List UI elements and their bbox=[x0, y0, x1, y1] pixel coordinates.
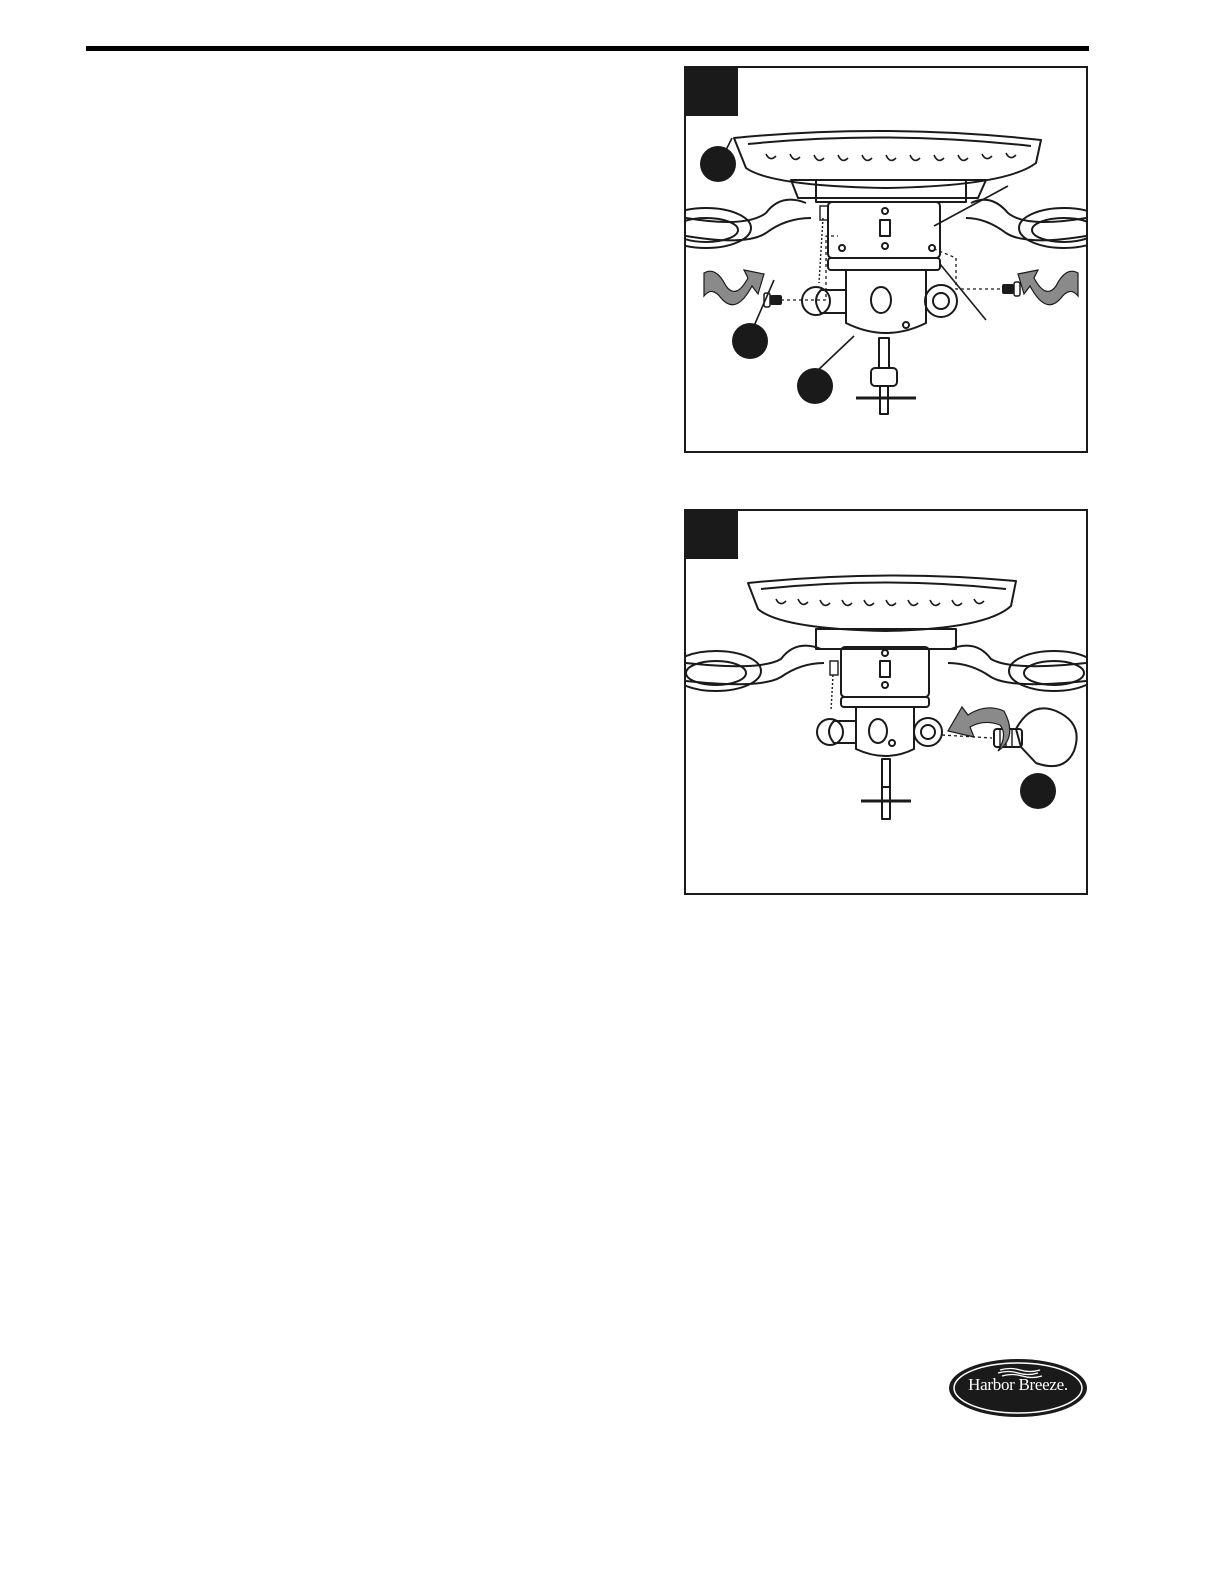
bulb-install-illustration bbox=[686, 511, 1086, 893]
arrow-icon bbox=[704, 270, 764, 305]
callout-marker bbox=[732, 323, 768, 359]
logo-text: Harbor Breeze. bbox=[968, 1375, 1068, 1394]
fan-housing bbox=[748, 575, 1016, 631]
light-bulb-icon bbox=[1016, 708, 1077, 766]
harbor-breeze-logo bbox=[948, 1358, 1088, 1418]
callout-marker bbox=[1020, 773, 1056, 809]
callout-marker bbox=[700, 146, 736, 182]
callout-marker bbox=[797, 368, 833, 404]
screw-icon bbox=[1002, 282, 1020, 296]
light-kit bbox=[846, 270, 926, 333]
arrow-icon bbox=[1018, 270, 1078, 305]
top-rule bbox=[86, 46, 1089, 51]
figure-step-1 bbox=[684, 66, 1088, 453]
light-kit bbox=[856, 707, 914, 756]
pull-chain bbox=[819, 218, 823, 283]
switch-housing bbox=[841, 647, 929, 697]
fan-light-kit-attach-illustration bbox=[686, 68, 1086, 451]
housing-vents bbox=[766, 153, 1016, 160]
figure-step-2 bbox=[684, 509, 1088, 895]
